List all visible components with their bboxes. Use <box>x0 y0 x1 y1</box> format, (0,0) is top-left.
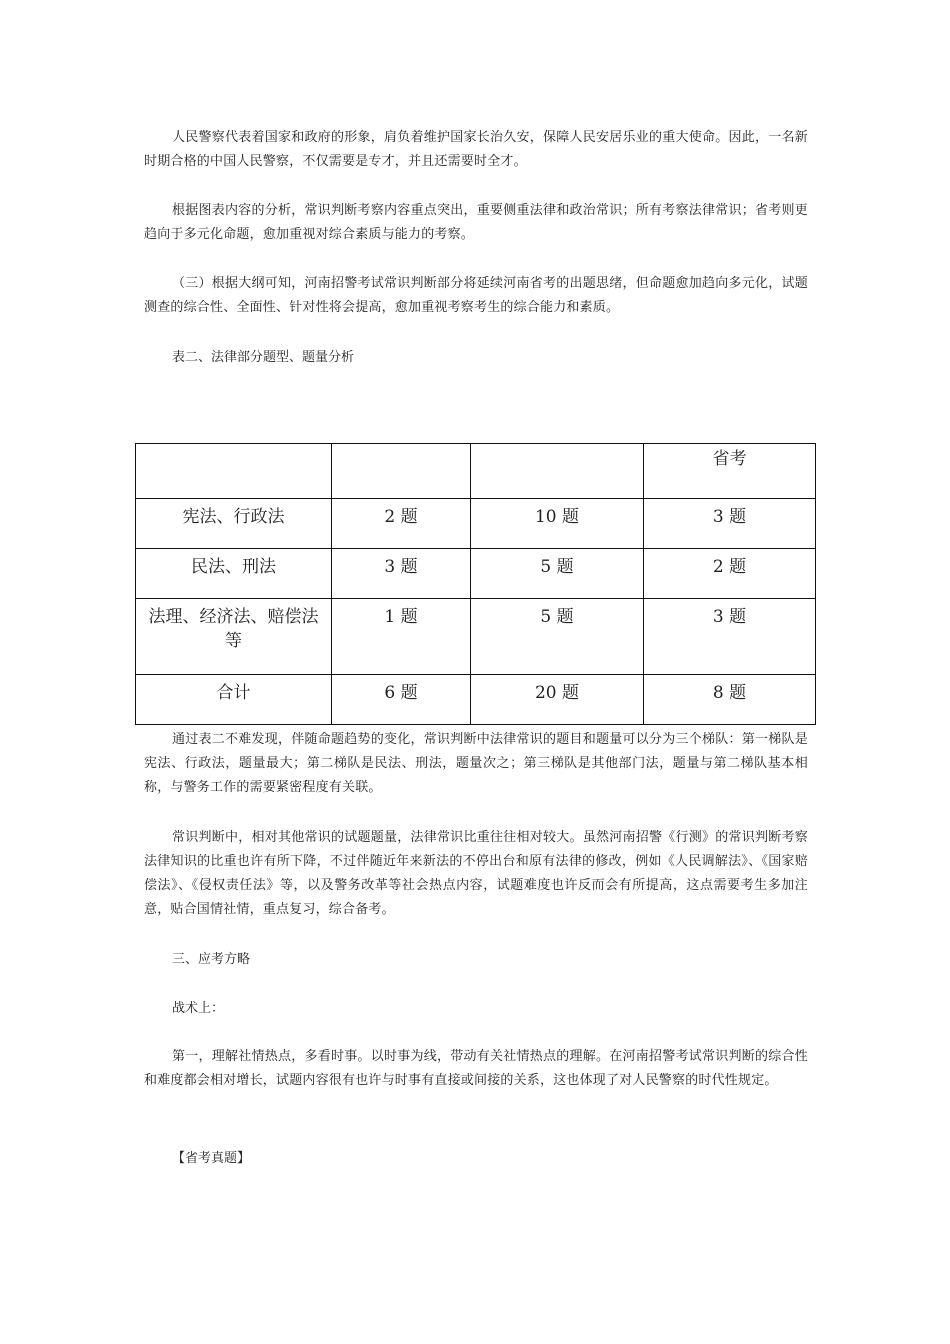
table-cell-category: 法理、经济法、赔偿法等 <box>136 599 332 675</box>
table-cell: 1 题 <box>332 599 471 675</box>
table-caption: 表二、法律部分题型、题量分析 <box>172 350 355 365</box>
table-header-row <box>136 444 816 499</box>
paragraph-current-affairs: 第一，理解社情热点，多看时事。以时事为线，带动有关社情热点的理解。在河南招警考试常识判断的综合性和难度都会相对增长，试题内容很有也许与时事有直接或间接的关系，这也体现了对人民警察的时代性规定。 <box>144 1049 808 1088</box>
table-header-cell <box>332 444 471 499</box>
paragraph-chart-analysis: 根据图表内容的分析，常识判断考察内容重点突出，重要侧重法律和政治常识；所有考察法律常识；省考则更趋向于多元化命题，愈加重视对综合素质与能力的考察。 <box>144 203 808 242</box>
table-cell: 3 题 <box>644 499 816 549</box>
table-cell: 20 题 <box>471 675 644 725</box>
table-header-cell <box>471 444 644 499</box>
table-row-total <box>136 675 816 725</box>
table-cell: 2 题 <box>332 499 471 549</box>
table-cell: 3 题 <box>644 599 816 675</box>
table-cell: 6 题 <box>332 675 471 725</box>
law-question-table <box>135 443 816 725</box>
table-cell: 3 题 <box>332 549 471 599</box>
table-row <box>136 499 816 549</box>
table-cell: 8 题 <box>644 675 816 725</box>
table-header-cell <box>136 444 332 499</box>
paragraph-syllabus: （三）根据大纲可知，河南招警考试常识判断部分将延续河南省考的出题思绪，但命题愈加趋向多元化，试题测查的综合性、全面性、针对性将会提高，愈加重视考察考生的综合能力和素质。 <box>144 276 808 315</box>
table-cell: 2 题 <box>644 549 816 599</box>
table-cell: 5 题 <box>471 549 644 599</box>
table-cell-category: 宪法、行政法 <box>136 499 332 549</box>
table-cell-category: 合计 <box>136 675 332 725</box>
table-cell: 5 题 <box>471 599 644 675</box>
subheading-tactics: 战术上： <box>172 1001 225 1016</box>
paragraph-table-findings: 通过表二不难发现，伴随命题趋势的变化，常识判断中法律常识的题目和题量可以分为三个梯队：第一梯队是宪法、行政法，题量最大；第二梯队是民法、刑法，题量次之；第三梯队是其他部门法，题量与第二梯队基本相称，与警务工作的需要紧密程度有关联。 <box>144 732 808 795</box>
paragraph-police-mission: 人民警察代表着国家和政府的形象，肩负着维护国家长治久安，保障人民安居乐业的重大使命。因此，一名新时期合格的中国人民警察，不仅需要是专才，并且还需要时全才。 <box>144 130 808 169</box>
table-row <box>136 549 816 599</box>
paragraph-law-weight: 常识判断中，相对其他常识的试题题量，法律常识比重往往相对较大。虽然河南招警《行测》的常识判断考察法律知识的比重也许有所下降，不过伴随近年来新法的不停出台和原有法律的修改，例如《人民调解法》、《国家赔偿法》、《侵权责任法》等，以及警务改革等社会热点内容，试题难度也许反而会有所提高，这点需要考生多加注意，贴合国情社情，重点复习，综合备考。 <box>144 830 808 917</box>
table-header-cell: 省考 <box>644 444 816 499</box>
table-cell-category: 民法、刑法 <box>136 549 332 599</box>
table-cell: 10 题 <box>471 499 644 549</box>
section-heading-strategy: 三、应考方略 <box>172 952 251 967</box>
heading-real-questions: 【省考真题】 <box>172 1151 251 1166</box>
table-row <box>136 599 816 675</box>
